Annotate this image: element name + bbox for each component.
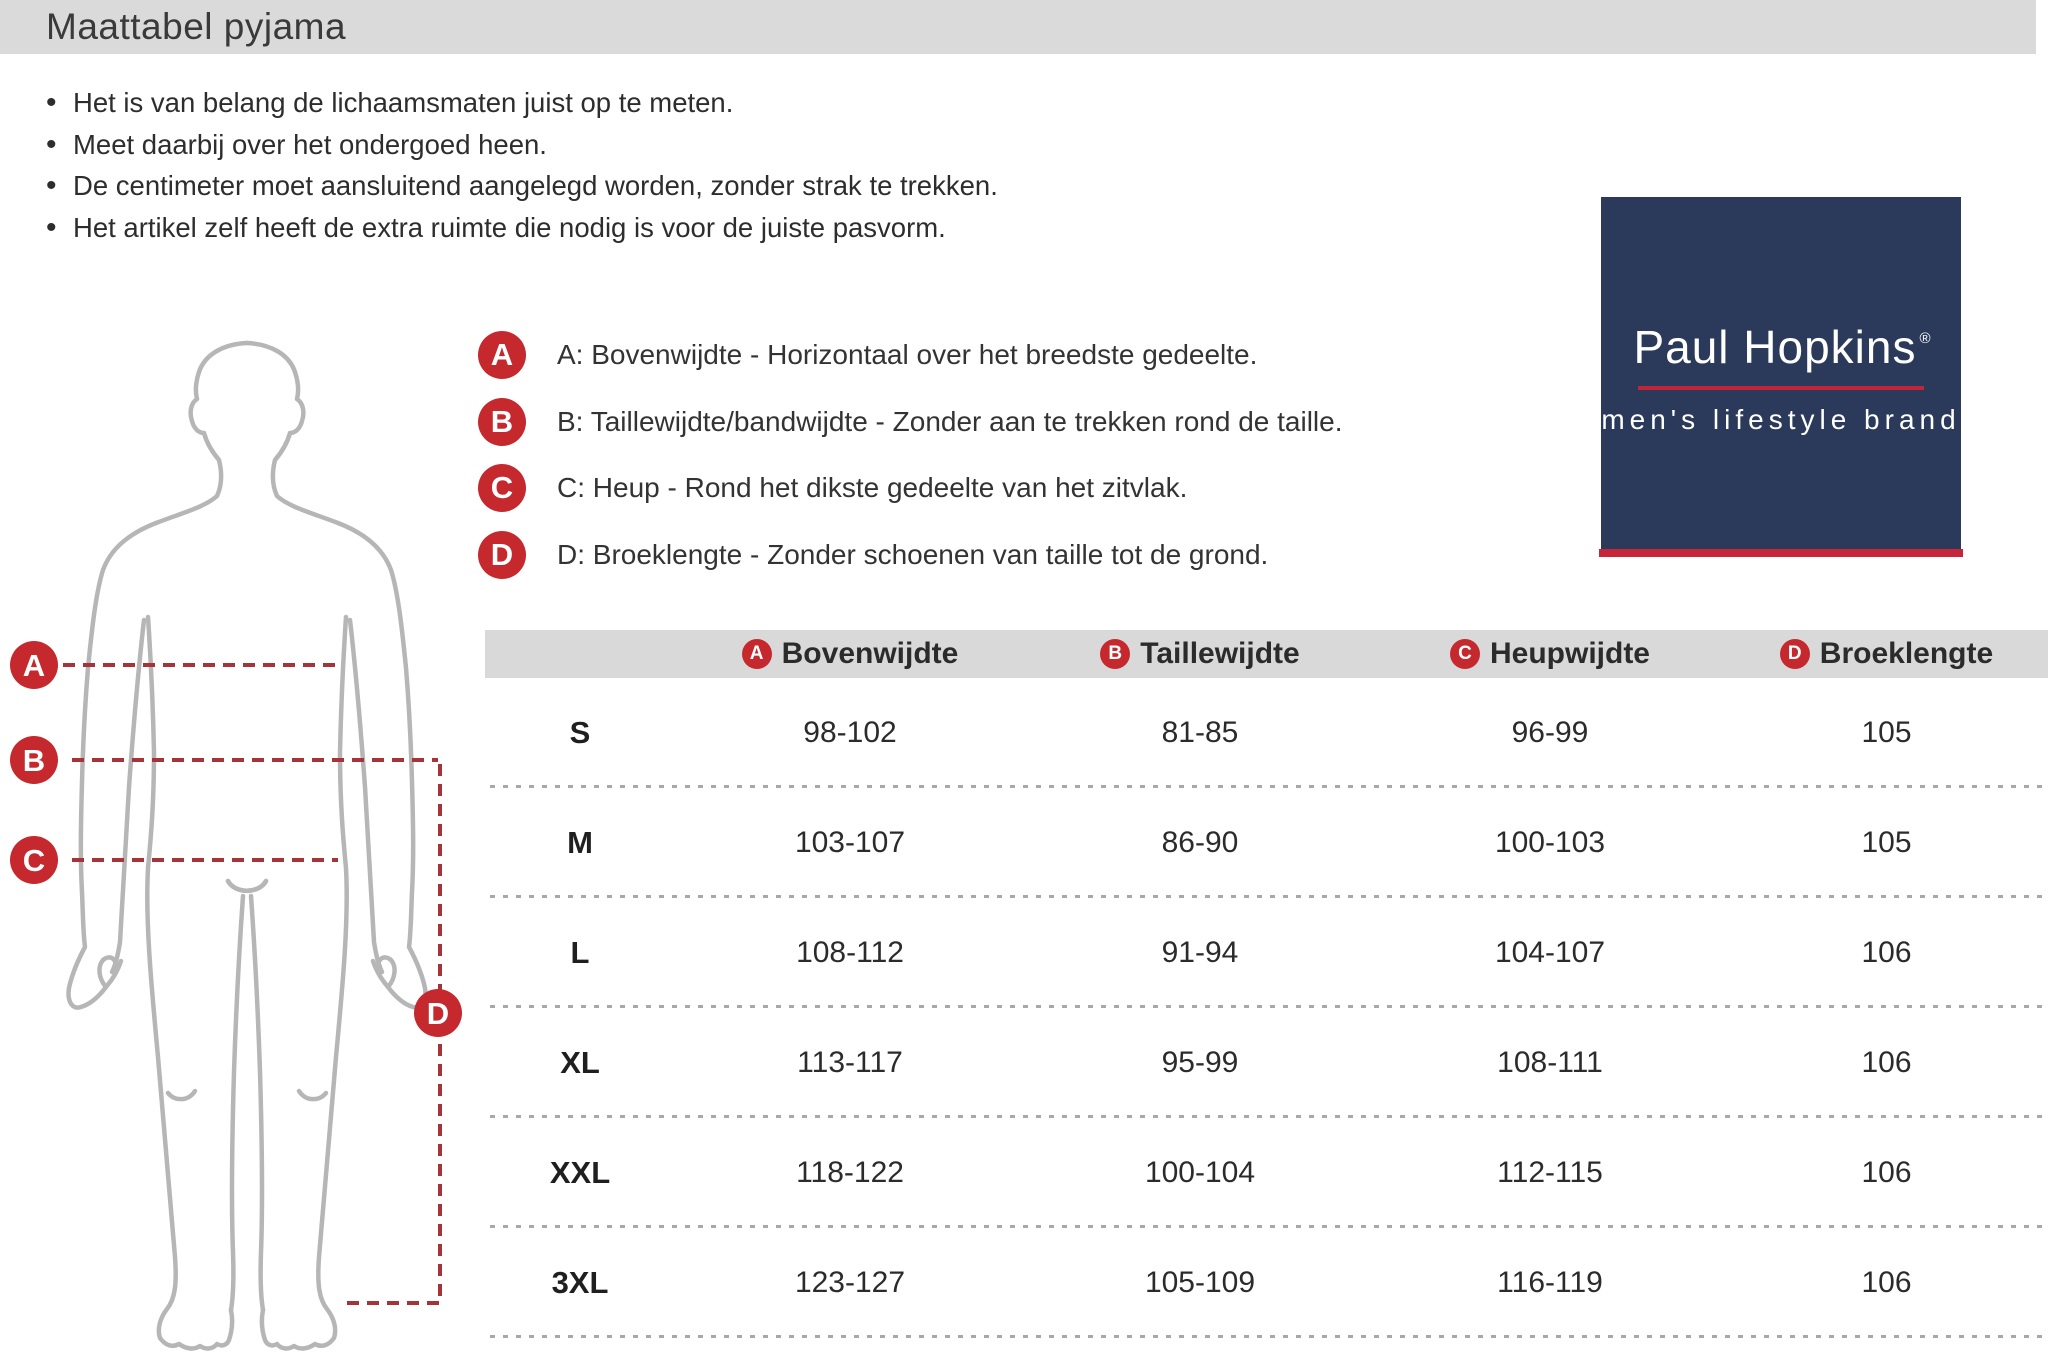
row-divider — [490, 1225, 2048, 1228]
page-title: Maattabel pyjama — [46, 6, 347, 47]
header-badge-a: A — [742, 639, 772, 669]
table-cell: 103-107 — [794, 826, 906, 859]
table-header-size — [485, 630, 675, 678]
instruction-text: De centimeter moet aansluitend aangelegd worden, zonder strak te trekken. — [73, 170, 998, 201]
table-cell: 96-99 — [1511, 716, 1589, 749]
table-cell: 108-112 — [796, 936, 904, 969]
table-cell: 100-104 — [1144, 1156, 1256, 1189]
table-row-size-label: M — [567, 825, 593, 860]
marker-a — [10, 641, 58, 689]
table-cell: 113-117 — [797, 1046, 903, 1079]
table-cell: 118-122 — [796, 1156, 904, 1189]
table-cell: 105 — [1861, 716, 1912, 749]
marker-b — [10, 736, 58, 784]
legend-badge-a: A — [478, 331, 526, 379]
table-cell: 105-109 — [1144, 1266, 1256, 1299]
legend-text-d: D: Broeklengte - Zonder schoenen van taille tot de grond. — [557, 538, 1269, 570]
instruction-item — [46, 86, 998, 128]
legend-text-c: C: Heup - Rond het dikste gedeelte van het zitvlak. — [557, 472, 1188, 504]
table-row-size-label: S — [569, 715, 591, 750]
legend-text-b: B: Taillewijdte/bandwijdte - Zonder aan te trekken rond de taille. — [557, 405, 1343, 437]
legend-badge-d: D — [478, 531, 526, 579]
bullet-icon: • — [46, 86, 57, 119]
table-cell: 106 — [1861, 1156, 1912, 1189]
table-cell: 86-90 — [1161, 826, 1239, 859]
marker-c — [10, 836, 58, 884]
legend-row-b — [478, 389, 1343, 456]
table-header-broeklengte — [1725, 630, 2048, 678]
brand-logo — [1601, 197, 1961, 549]
table-cell: 116-119 — [1497, 1266, 1603, 1299]
legend-text-a: A: Bovenwijdte - Horizontaal over het breedste gedeelte. — [557, 339, 1258, 371]
header-badge-b: B — [1100, 639, 1130, 669]
logo-divider — [1638, 386, 1924, 390]
bullet-icon: • — [46, 127, 57, 161]
instruction-text: Het artikel zelf heeft de extra ruimte die nodig is voor de juiste pasvorm. — [73, 211, 946, 243]
row-divider — [490, 1335, 2048, 1338]
legend-row-c — [478, 455, 1343, 522]
table-cell: 108-111 — [1497, 1046, 1603, 1079]
table-row-size-label: L — [570, 935, 590, 970]
brand-tagline: men's lifestyle brand — [1601, 404, 1961, 435]
row-divider — [490, 895, 2048, 898]
body-measurement-diagram — [0, 330, 470, 1352]
table-cell: 91-94 — [1161, 936, 1239, 969]
table-cell: 106 — [1861, 936, 1912, 969]
legend-badge-c: C — [478, 464, 526, 512]
row-divider — [490, 1005, 2048, 1008]
size-table — [485, 630, 2048, 1338]
instruction-item — [46, 169, 998, 211]
marker-c-letter: C — [22, 843, 46, 878]
table-cell: 100-103 — [1494, 826, 1606, 859]
table-header-heupwijdte — [1375, 630, 1725, 678]
table-row-size-label: XXL — [549, 1155, 611, 1190]
legend-row-d — [478, 522, 1343, 589]
title-bar — [0, 0, 2036, 54]
table-cell: 106 — [1861, 1266, 1912, 1299]
table-cell: 123-127 — [794, 1266, 906, 1299]
marker-a-letter: A — [22, 648, 46, 683]
table-cell: 106 — [1861, 1046, 1912, 1079]
bullet-icon: • — [46, 210, 57, 244]
bullet-icon: • — [46, 169, 57, 202]
table-header-bovenwijdte — [675, 630, 1025, 678]
table-cell: 95-99 — [1161, 1046, 1239, 1079]
marker-d — [414, 989, 462, 1037]
table-cell: 105 — [1861, 826, 1912, 859]
instruction-item — [46, 128, 998, 170]
instruction-list — [46, 86, 998, 252]
row-divider — [490, 1115, 2048, 1118]
instruction-text: Het is van belang de lichaamsmaten juist op te meten. — [73, 87, 734, 118]
table-row-size-label: 3XL — [551, 1265, 609, 1300]
marker-b-letter: B — [22, 743, 46, 778]
instruction-text: Meet daarbij over het ondergoed heen. — [73, 128, 547, 160]
legend-badge-b: B — [478, 398, 526, 446]
header-label: Bovenwijdte — [781, 637, 959, 670]
table-cell: 81-85 — [1161, 716, 1239, 749]
brand-name: Paul Hopkins ® — [1633, 321, 1932, 373]
table-row-size-label: XL — [560, 1045, 600, 1080]
header-label: Taillewijdte — [1140, 637, 1300, 670]
header-badge-c: C — [1450, 639, 1480, 669]
body-outline — [69, 343, 426, 1348]
table-cell: 98-102 — [803, 716, 897, 749]
table-cell: 104-107 — [1494, 936, 1606, 969]
registered-mark-icon: ® — [1919, 330, 1932, 347]
header-badge-d: D — [1780, 639, 1810, 669]
instruction-item — [46, 211, 998, 253]
logo-accent-bar — [1599, 549, 1963, 557]
legend-row-a — [478, 322, 1343, 389]
table-header-taillewijdte — [1025, 630, 1375, 678]
row-divider — [490, 785, 2048, 788]
marker-d-letter: D — [426, 996, 450, 1031]
header-label: Broeklengte — [1819, 637, 1994, 670]
table-cell: 112-115 — [1497, 1156, 1603, 1189]
measurement-legend — [478, 322, 1343, 588]
header-label: Heupwijdte — [1489, 637, 1650, 670]
